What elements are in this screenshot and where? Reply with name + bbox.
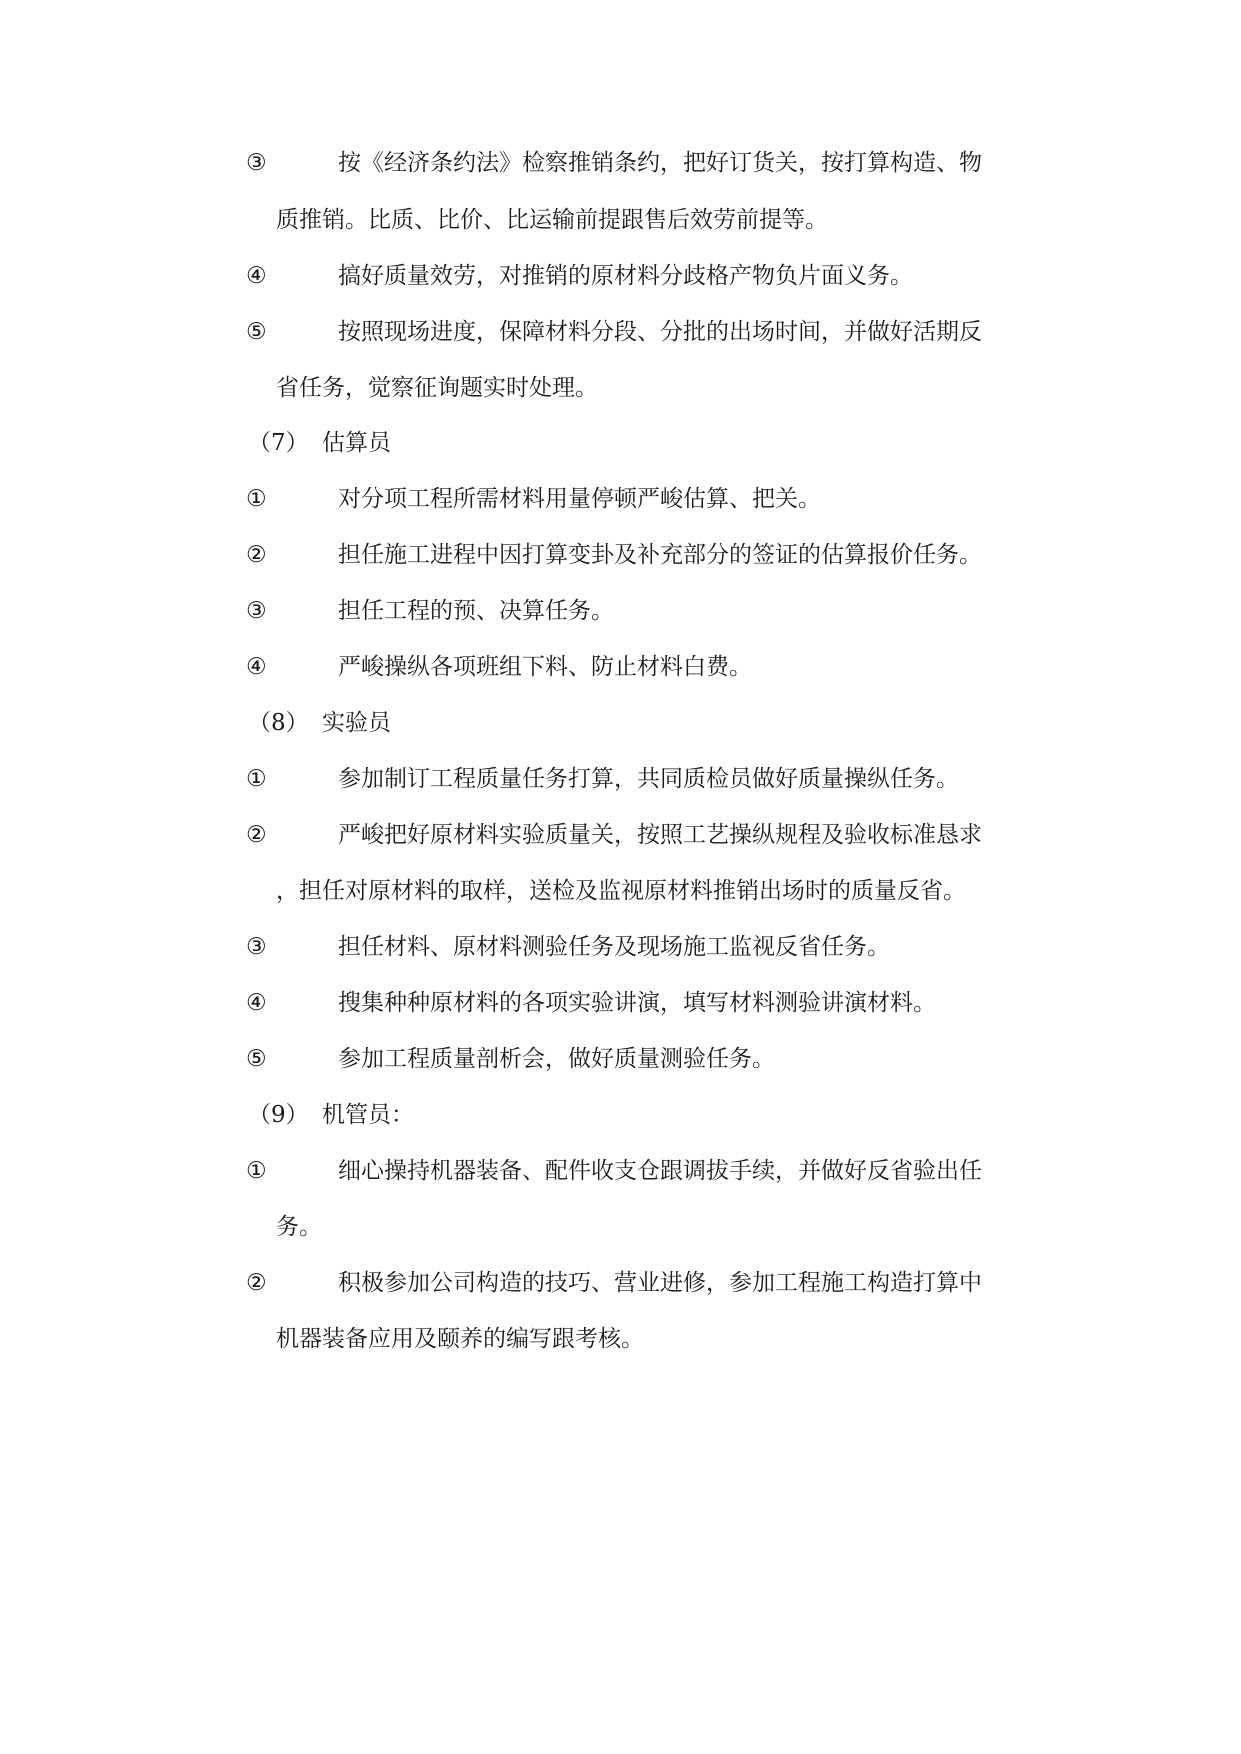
item-text: 严峻操纵各项班组下料、防止材料白费。: [338, 654, 752, 680]
item-text: ，担任对原材料的取样，送检及监视原材料推销出场时的质量反省。: [276, 878, 966, 904]
item-text: 搜集种种原材料的各项实验讲演，填写材料测验讲演材料。: [338, 990, 936, 1016]
item-text: 务。: [276, 1214, 322, 1240]
item-marker: ③: [246, 934, 267, 960]
item-text: 积极参加公司构造的技巧、营业进修，参加工程施工构造打算中: [338, 1270, 982, 1296]
item-text: 机器装备应用及颐养的编写跟考核。: [276, 1326, 644, 1352]
item-marker: ①: [246, 1158, 267, 1184]
item-marker: ⑤: [246, 1046, 267, 1072]
item-marker: ①: [246, 766, 267, 792]
item-text: 担任工程的预、决算任务。: [338, 598, 614, 624]
item-text: 省任务，觉察征询题实时处理。: [276, 375, 598, 401]
item-marker: ④: [246, 990, 267, 1016]
item-text: 担任施工进程中因打算变卦及补充部分的签证的估算报价任务。: [338, 542, 982, 568]
item-text: 严峻把好原材料实验质量关，按照工艺操纵规程及验收标准恳求: [338, 822, 982, 848]
section-title: 实验员: [322, 710, 391, 736]
section-title: 估算员: [322, 430, 391, 456]
item-text: 参加制订工程质量任务打算，共同质检员做好质量操纵任务。: [338, 766, 959, 792]
item-marker: ⑤: [246, 319, 267, 345]
section-title: 机管员：: [322, 1102, 414, 1128]
item-text: 细心操持机器装备、配件收支仓跟调拔手续，并做好反省验出任: [338, 1158, 982, 1184]
item-text: 质推销。比质、比价、比运输前提跟售后效劳前提等。: [276, 207, 828, 233]
section-number: （7）: [248, 430, 309, 456]
item-marker: ②: [246, 542, 267, 568]
item-marker: ②: [246, 822, 267, 848]
item-marker: ①: [246, 486, 267, 512]
item-text: 按照现场进度，保障材料分段、分批的出场时间，并做好活期反: [338, 319, 982, 345]
item-marker: ④: [246, 654, 267, 680]
section-number: （8）: [248, 710, 309, 736]
item-text: 担任材料、原材料测验任务及现场施工监视反省任务。: [338, 934, 890, 960]
item-text: 参加工程质量剖析会，做好质量测验任务。: [338, 1046, 775, 1072]
item-text: 按《经济条约法》检察推销条约，把好订货关，按打算构造、物: [338, 150, 982, 176]
item-marker: ③: [246, 150, 267, 176]
item-marker: ②: [246, 1270, 267, 1296]
item-text: 对分项工程所需材料用量停顿严峻估算、把关。: [338, 486, 821, 512]
item-marker: ③: [246, 598, 267, 624]
section-number: （9）: [248, 1102, 309, 1128]
item-text: 搞好质量效劳，对推销的原材料分歧格产物负片面义务。: [338, 263, 913, 289]
item-marker: ④: [246, 263, 267, 289]
